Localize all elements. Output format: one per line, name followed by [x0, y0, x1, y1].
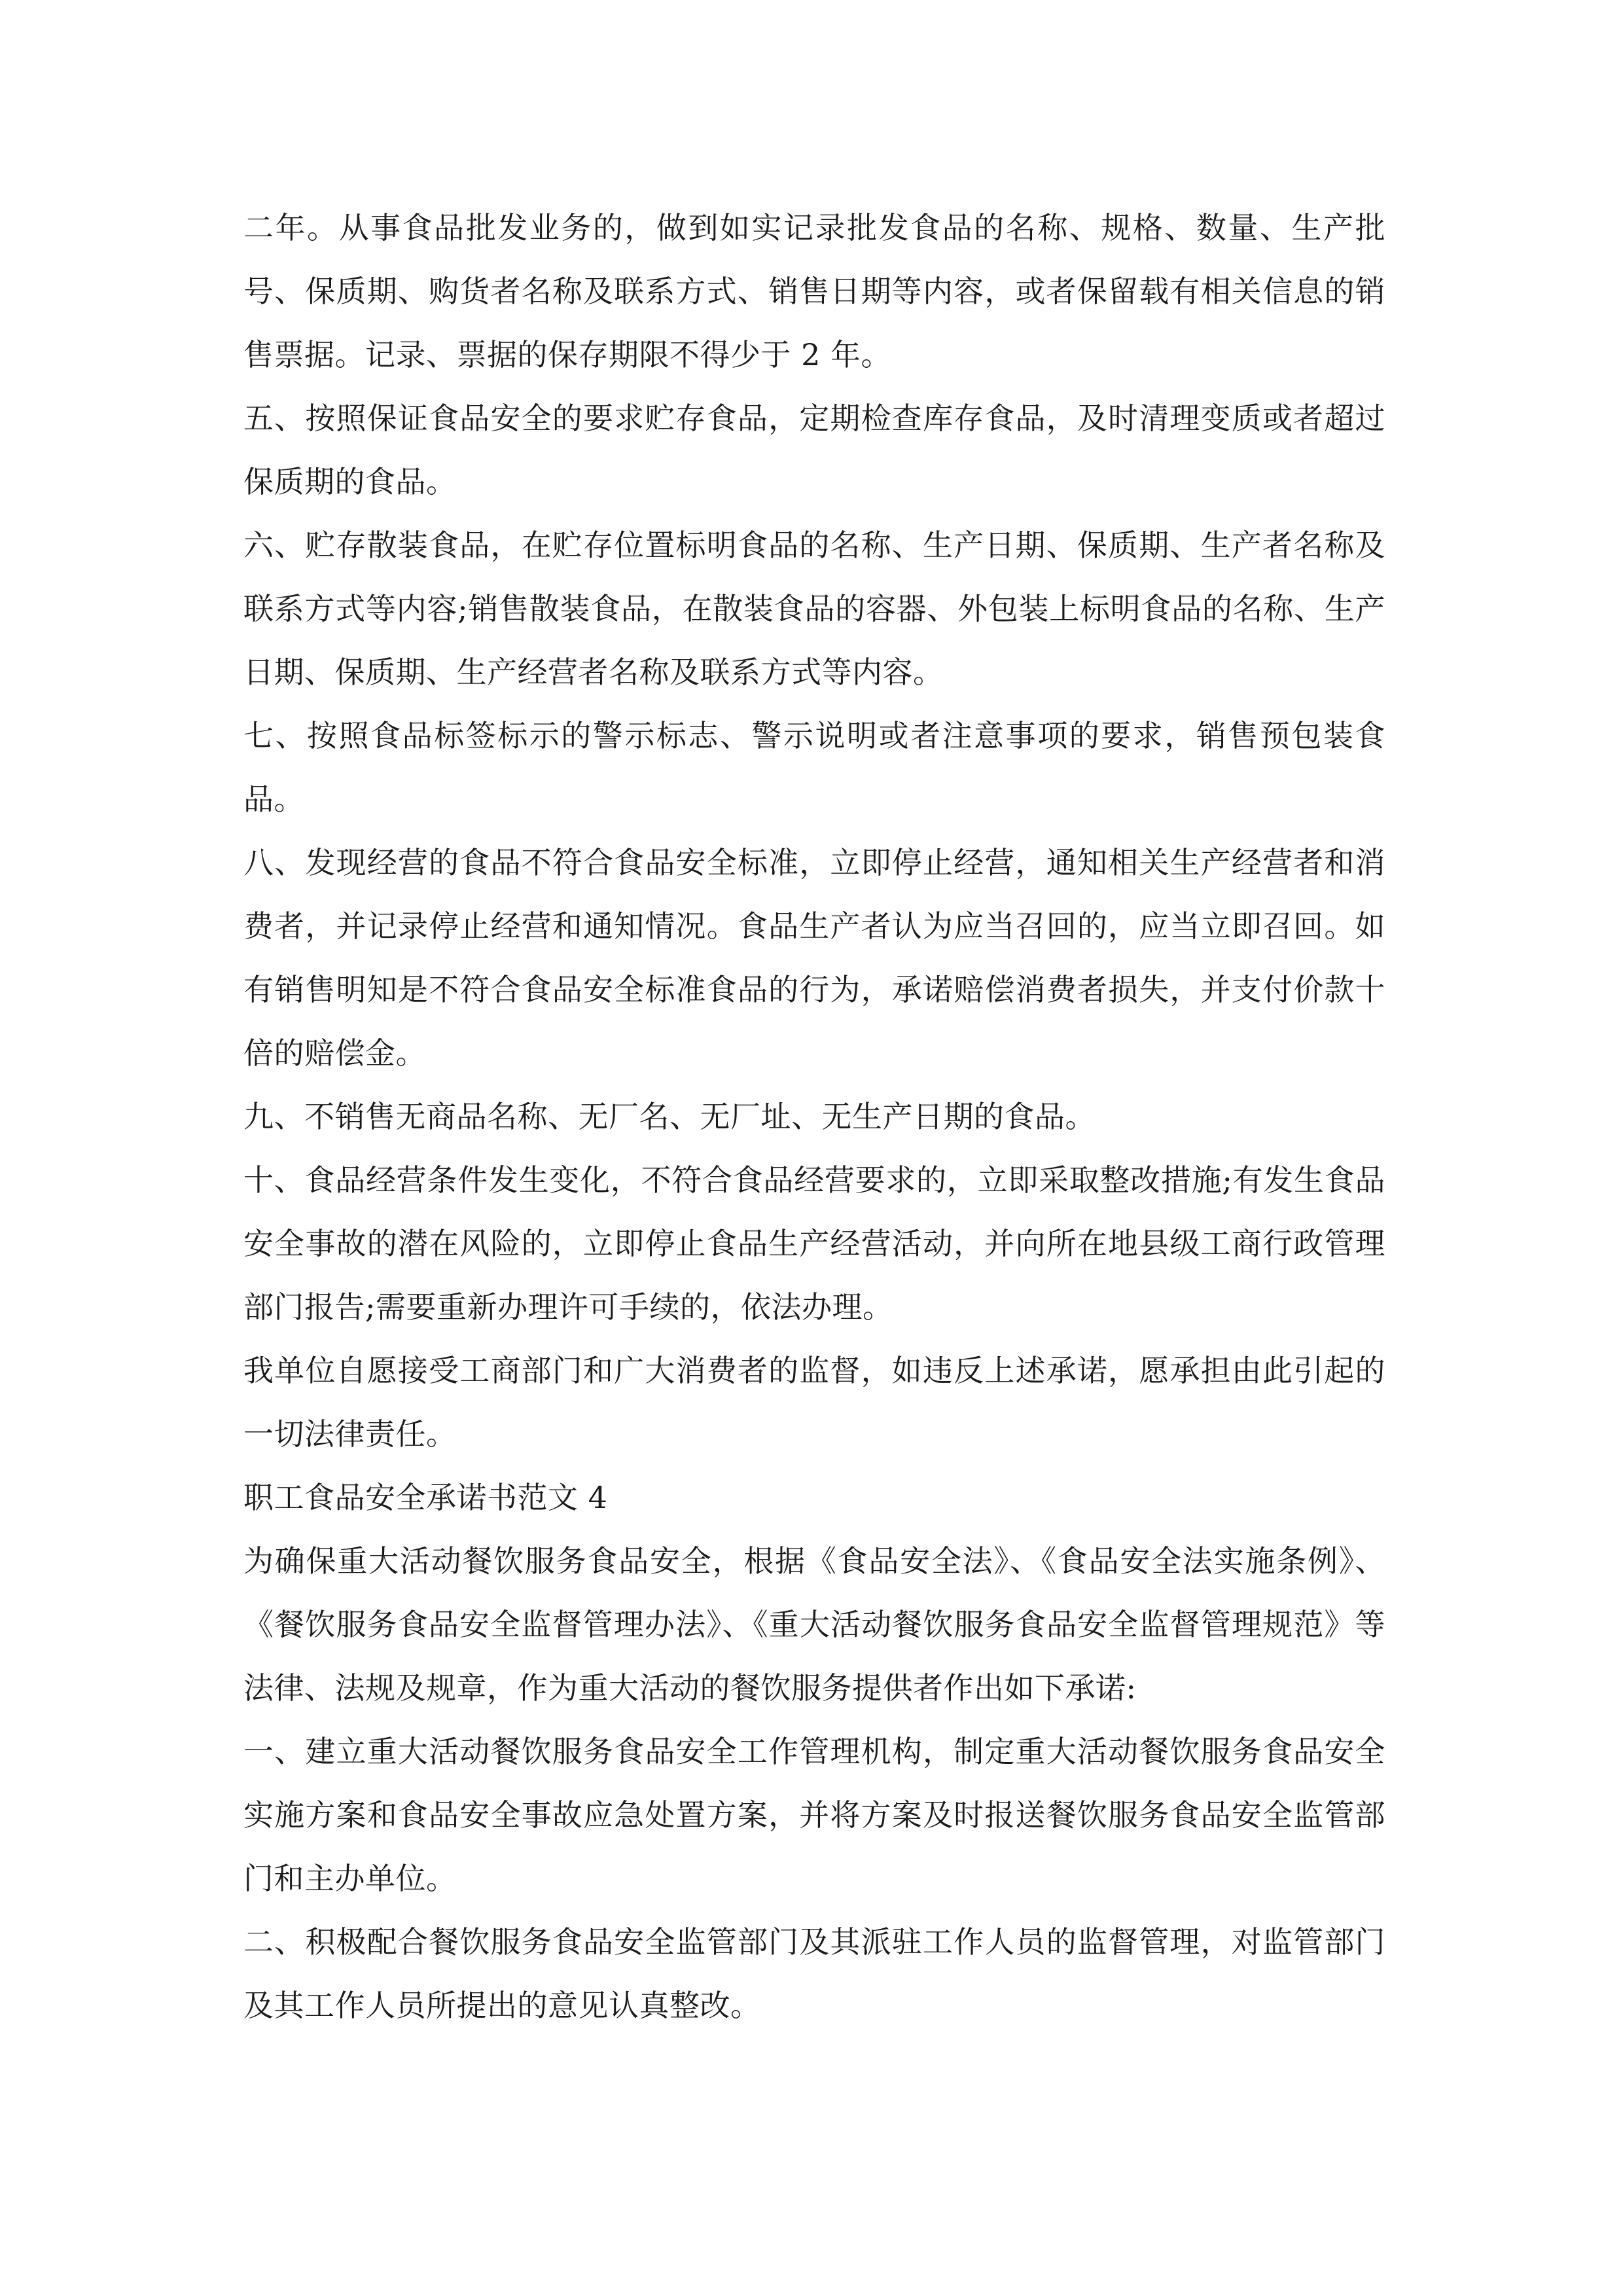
section-title: 职工食品安全承诺书范文 4 [243, 1480, 608, 1515]
paragraph-item-7: 七、按照食品标签标示的警示标志、警示说明或者注意事项的要求，销售预包装食品。 [243, 718, 1385, 817]
paragraph-commitment-1: 一、建立重大活动餐饮服务食品安全工作管理机构，制定重大活动餐饮服务食品安全实施方案和食品安全事故应急处置方案，并将方案及时报送餐饮服务食品安全监管部门和主办单位。 [243, 1734, 1385, 1896]
paragraph-item-5: 五、按照保证食品安全的要求贮存食品，定期检查库存食品，及时清理变质或者超过保质期的食品。 [243, 401, 1385, 499]
paragraph-record-keeping: 二年。从事食品批发业务的，做到如实记录批发食品的名称、规格、数量、生产批号、保质期、购货者名称及联系方式、销售日期等内容，或者保留载有相关信息的销售票据。记录、票据的保存期限不得少于 2 年。 [243, 210, 1385, 372]
paragraph-item-9: 九、不销售无商品名称、无厂名、无厂址、无生产日期的食品。 [243, 1099, 1096, 1134]
document-body [243, 196, 1385, 2037]
paragraph-item-8: 八、发现经营的食品不符合食品安全标准，立即停止经营，通知相关生产经营者和消费者，并记录停止经营和通知情况。食品生产者认为应当召回的，应当立即召回。如有销售明知是不符合食品安全标准食品的行为，承诺赔偿消费者损失，并支付价款十倍的赔偿金。 [243, 845, 1385, 1071]
paragraph-commitment-2: 二、积极配合餐饮服务食品安全监管部门及其派驻工作人员的监督管理，对监管部门及其工作人员所提出的意见认真整改。 [243, 1924, 1385, 2023]
paragraph-intro: 为确保重大活动餐饮服务食品安全，根据《食品安全法》、《食品安全法实施条例》、《餐饮服务食品安全监督管理办法》、《重大活动餐饮服务食品安全监督管理规范》等法律、法规及规章，作为重大活动的餐饮服务提供者作出如下承诺: [243, 1543, 1385, 1706]
paragraph-item-10: 十、食品经营条件发生变化，不符合食品经营要求的，立即采取整改措施;有发生食品安全事故的潜在风险的，立即停止食品生产经营活动，并向所在地县级工商行政管理部门报告;需要重新办理许可手续的，依法办理。 [243, 1162, 1385, 1325]
paragraph-declaration: 我单位自愿接受工商部门和广大消费者的监督，如违反上述承诺，愿承担由此引起的一切法律责任。 [243, 1353, 1385, 1452]
paragraph-item-6: 六、贮存散装食品，在贮存位置标明食品的名称、生产日期、保质期、生产者名称及联系方式等内容;销售散装食品，在散装食品的容器、外包装上标明食品的名称、生产日期、保质期、生产经营者名称及联系方式等内容。 [243, 528, 1385, 690]
